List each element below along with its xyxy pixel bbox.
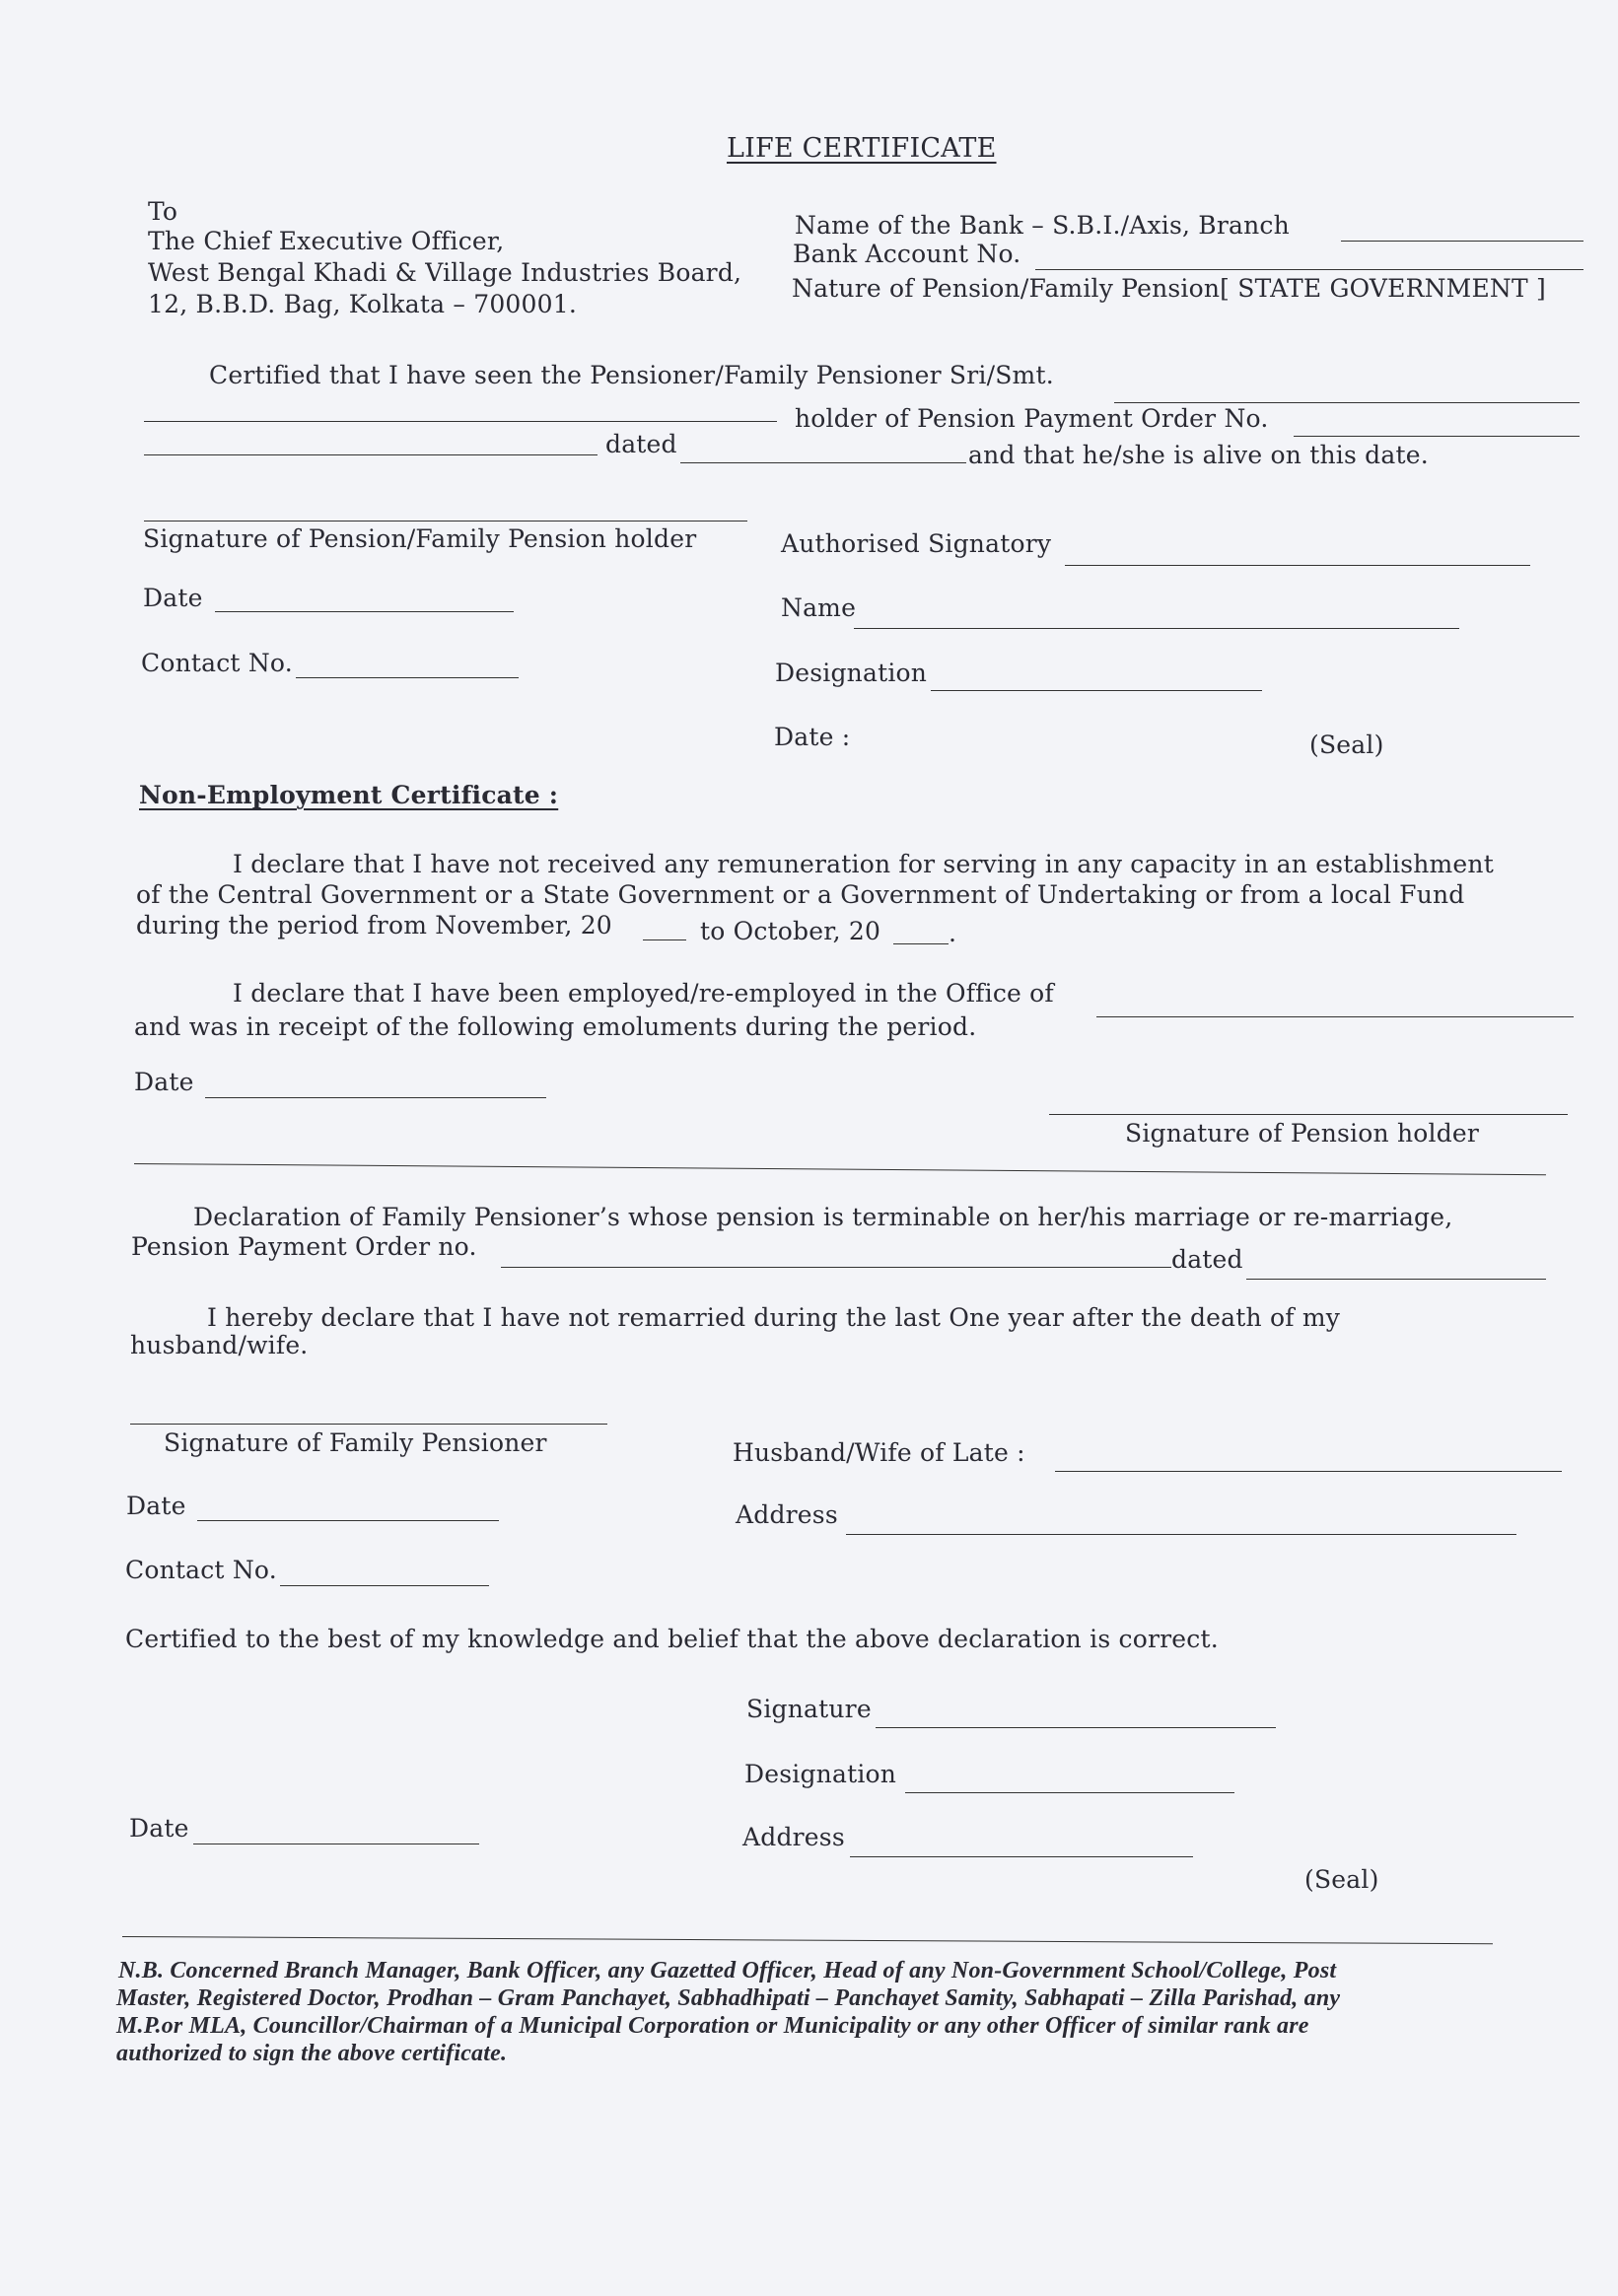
bank-account-blank[interactable] [1035,269,1583,270]
year-to-blank[interactable] [893,943,949,944]
final-address-blank[interactable] [850,1856,1193,1857]
authorised-designation-blank[interactable] [931,690,1262,691]
section-divider [134,1163,1546,1175]
family-address-label: Address [736,1500,838,1529]
non-employment-p1-line2: of the Central Government or a State Government or a Government of Undertaking or from a local Fund [136,880,1465,909]
hereby-declare-line1: I hereby declare that I have not remarried during the last One year after the death of my [207,1303,1341,1332]
authorised-date-label: Date : [774,723,851,751]
authorised-signatory-label: Authorised Signatory [781,529,1052,558]
pension-holder-signature-label: Signature of Pension holder [1125,1119,1480,1148]
family-date-label: Date [126,1492,186,1520]
non-employment-p1-line1: I declare that I have not received any remuneration for serving in any capacity in an establishment [233,850,1494,878]
non-employment-p1-line3c: . [949,919,957,947]
bank-account-label: Bank Account No. [793,240,1021,268]
family-signature-line[interactable] [130,1424,607,1425]
authorised-signatory-blank[interactable] [1065,565,1530,566]
note-line1: N.B. Concerned Branch Manager, Bank Officer, any Gazetted Officer, Head of any Non-Government School/College, Post [118,1958,1337,1983]
life-contact-blank[interactable] [296,677,519,678]
pension-nature-label: Nature of Pension/Family Pension[ STATE GOVERNMENT ] [792,274,1546,303]
hereby-declare-line2: husband/wife. [130,1331,309,1359]
ppo-holder-label: holder of Pension Payment Order No. [795,404,1269,433]
office-name-blank[interactable] [1096,1016,1574,1017]
non-employment-p2-line2: and was in receipt of the following emoluments during the period. [134,1012,977,1041]
non-employment-heading: Non-Employment Certificate : [139,781,559,809]
alive-text: and that he/she is alive on this date. [968,441,1429,469]
non-employment-p1-line3a: during the period from November, 20 [136,911,612,939]
addressee-to: To [148,197,178,226]
life-date-label: Date [143,584,203,612]
seal-label-1: (Seal) [1309,731,1384,759]
family-contact-label: Contact No. [125,1556,277,1584]
final-designation-label: Designation [744,1760,897,1788]
family-ppo-label: Pension Payment Order no. [131,1232,477,1261]
final-signature-blank[interactable] [876,1727,1276,1728]
family-dated-label: dated [1171,1245,1243,1274]
note-line3: M.P.or MLA, Councillor/Chairman of a Municipal Corporation or Municipality or any other Officer of similar rank are [116,2013,1309,2039]
addressee-line1: The Chief Executive Officer, [148,227,505,255]
dated-blank[interactable] [680,462,966,463]
ppo-number-blank[interactable] [1294,436,1580,437]
family-address-blank[interactable] [846,1534,1516,1535]
seal-label-2: (Seal) [1304,1865,1379,1894]
authorised-name-label: Name [781,593,857,622]
note-divider [122,1936,1493,1944]
addressee-line3: 12, B.B.D. Bag, Kolkata – 700001. [148,290,577,318]
family-ppo-blank[interactable] [501,1267,1171,1268]
note-line2: Master, Registered Doctor, Prodhan – Gram Panchayet, Sabhadhipati – Panchayet Samity, Sabhapati – Zilla Parishad, any [116,1985,1341,2011]
non-employment-date-blank[interactable] [205,1097,546,1098]
pensioner-name-blank-2[interactable] [144,421,777,422]
non-employment-p2-line1: I declare that I have been employed/re-employed in the Office of [233,979,1054,1008]
family-contact-blank[interactable] [280,1585,489,1586]
holder-signature-label: Signature of Pension/Family Pension holder [143,524,697,553]
final-designation-blank[interactable] [905,1792,1234,1793]
authorised-designation-label: Designation [775,659,928,687]
pension-holder-signature-line[interactable] [1049,1114,1568,1115]
bank-branch-blank[interactable] [1341,241,1583,242]
family-declaration-line1: Declaration of Family Pensioner’s whose pension is terminable on her/his marriage or re-marriage, [193,1203,1453,1231]
note-line4: authorized to sign the above certificate. [116,2041,508,2066]
bank-name-label: Name of the Bank – S.B.I./Axis, Branch [795,211,1290,240]
pensioner-name-blank[interactable] [1114,402,1580,403]
non-employment-p1-line3b: to October, 20 [700,917,881,945]
final-date-label: Date [129,1814,189,1843]
year-from-blank[interactable] [643,939,686,940]
final-certified-text: Certified to the best of my knowledge and belief that the above declaration is correct. [125,1625,1219,1653]
life-contact-label: Contact No. [141,649,293,677]
addressee-line2: West Bengal Khadi & Village Industries Board, [148,258,742,287]
late-spouse-label: Husband/Wife of Late : [733,1438,1025,1467]
holder-signature-line[interactable] [144,521,747,522]
family-dated-blank[interactable] [1246,1279,1546,1280]
ppo-number-blank-2[interactable] [144,454,598,455]
family-signature-label: Signature of Family Pensioner [164,1428,547,1457]
final-signature-label: Signature [746,1695,872,1723]
page-title: LIFE CERTIFICATE [727,133,997,164]
late-spouse-blank[interactable] [1055,1471,1562,1472]
dated-label: dated [605,430,677,458]
final-address-label: Address [742,1823,845,1851]
family-date-blank[interactable] [197,1520,499,1521]
authorised-name-blank[interactable] [854,628,1459,629]
certified-line1: Certified that I have seen the Pensioner/Family Pensioner Sri/Smt. [209,361,1054,389]
life-date-blank[interactable] [215,611,514,612]
non-employment-date-label: Date [134,1068,194,1096]
